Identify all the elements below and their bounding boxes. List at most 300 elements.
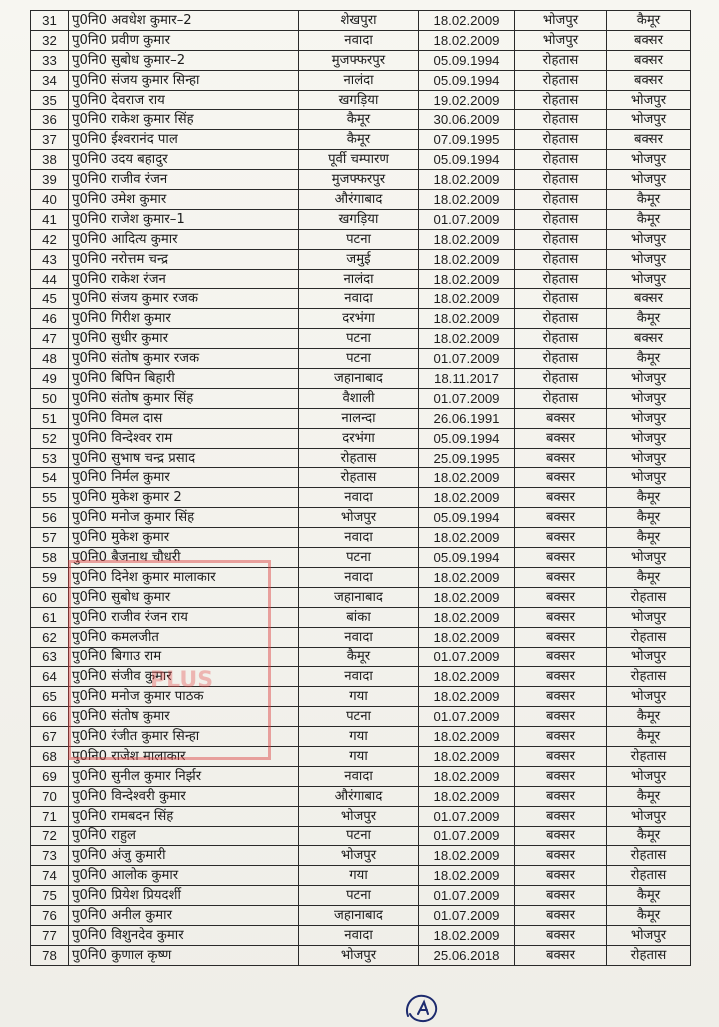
officer-name-cell: पु0नि0 रामबदन सिंह: [69, 806, 299, 826]
joining-date-cell: 18.02.2009: [419, 289, 515, 309]
home-district-cell: नवादा: [299, 30, 419, 50]
new-posting-cell: कैमूर: [607, 786, 691, 806]
current-district-cell: बक्सर: [515, 607, 607, 627]
home-district-cell: जमुई: [299, 249, 419, 269]
home-district-cell: कैमूर: [299, 647, 419, 667]
current-district-cell: बक्सर: [515, 945, 607, 965]
new-posting-cell: भोजपुर: [607, 448, 691, 468]
table-row: [31, 667, 691, 687]
current-district-cell: भोजपुर: [515, 11, 607, 31]
joining-date-cell: 25.06.2018: [419, 945, 515, 965]
officer-name-cell: पु0नि0 सुबोध कुमार–2: [69, 50, 299, 70]
table-row: [31, 587, 691, 607]
current-district-cell: रोहतास: [515, 50, 607, 70]
table-row: [31, 329, 691, 349]
current-district-cell: बक्सर: [515, 428, 607, 448]
signature-mark: [400, 990, 446, 1024]
officer-name-cell: पु0नि0 राजेश कुमार–1: [69, 209, 299, 229]
current-district-cell: भोजपुर: [515, 30, 607, 50]
current-district-cell: रोहतास: [515, 229, 607, 249]
current-district-cell: रोहतास: [515, 249, 607, 269]
table-row: [31, 229, 691, 249]
joining-date-cell: 18.02.2009: [419, 329, 515, 349]
joining-date-cell: 05.09.1994: [419, 428, 515, 448]
table-row: [31, 627, 691, 647]
home-district-cell: दरभंगा: [299, 428, 419, 448]
officer-name-cell: पु0नि0 सुभाष चन्द्र प्रसाद: [69, 448, 299, 468]
joining-date-cell: 18.02.2009: [419, 269, 515, 289]
officer-name-cell: पु0नि0 संजय कुमार सिन्हा: [69, 70, 299, 90]
officer-name-cell: पु0नि0 विन्देश्वरी कुमार: [69, 786, 299, 806]
table-row: [31, 548, 691, 568]
table-row: [31, 508, 691, 528]
new-posting-cell: भोजपुर: [607, 408, 691, 428]
serial-number-cell: 38: [31, 150, 69, 170]
home-district-cell: नालंदा: [299, 269, 419, 289]
officer-name-cell: पु0नि0 निर्मल कुमार: [69, 468, 299, 488]
officer-name-cell: पु0नि0 रंजीत कुमार सिन्हा: [69, 727, 299, 747]
watermark-text: PLUS: [150, 668, 214, 693]
new-posting-cell: बक्सर: [607, 329, 691, 349]
joining-date-cell: 26.06.1991: [419, 408, 515, 428]
current-district-cell: रोहतास: [515, 130, 607, 150]
current-district-cell: बक्सर: [515, 866, 607, 886]
officer-name-cell: पु0नि0 कुणाल कृष्ण: [69, 945, 299, 965]
officer-name-cell: पु0नि0 अवधेश कुमार–2: [69, 11, 299, 31]
home-district-cell: गया: [299, 866, 419, 886]
home-district-cell: पटना: [299, 329, 419, 349]
table-row: [31, 906, 691, 926]
serial-number-cell: 47: [31, 329, 69, 349]
serial-number-cell: 35: [31, 90, 69, 110]
serial-number-cell: 61: [31, 607, 69, 627]
home-district-cell: जहानाबाद: [299, 906, 419, 926]
joining-date-cell: 01.07.2009: [419, 349, 515, 369]
home-district-cell: पटना: [299, 229, 419, 249]
current-district-cell: बक्सर: [515, 746, 607, 766]
home-district-cell: दरभंगा: [299, 309, 419, 329]
table-row: [31, 428, 691, 448]
officer-name-cell: पु0नि0 प्रवीण कुमार: [69, 30, 299, 50]
new-posting-cell: भोजपुर: [607, 369, 691, 389]
home-district-cell: औरंगाबाद: [299, 786, 419, 806]
home-district-cell: नालंदा: [299, 70, 419, 90]
current-district-cell: रोहतास: [515, 309, 607, 329]
table-row: [31, 727, 691, 747]
home-district-cell: नवादा: [299, 627, 419, 647]
home-district-cell: औरंगाबाद: [299, 190, 419, 210]
joining-date-cell: 01.07.2009: [419, 707, 515, 727]
joining-date-cell: 05.09.1994: [419, 70, 515, 90]
joining-date-cell: 25.09.1995: [419, 448, 515, 468]
joining-date-cell: 18.02.2009: [419, 528, 515, 548]
new-posting-cell: कैमूर: [607, 190, 691, 210]
new-posting-cell: भोजपुर: [607, 925, 691, 945]
table-row: [31, 190, 691, 210]
table-row: [31, 269, 691, 289]
home-district-cell: रोहतास: [299, 448, 419, 468]
table-row: [31, 945, 691, 965]
new-posting-cell: कैमूर: [607, 488, 691, 508]
new-posting-cell: भोजपुर: [607, 468, 691, 488]
new-posting-cell: रोहतास: [607, 866, 691, 886]
serial-number-cell: 46: [31, 309, 69, 329]
table-row: [31, 110, 691, 130]
joining-date-cell: 01.07.2009: [419, 886, 515, 906]
table-row: [31, 886, 691, 906]
officer-name-cell: पु0नि0 संजय कुमार रजक: [69, 289, 299, 309]
officer-name-cell: पु0नि0 सुधीर कुमार: [69, 329, 299, 349]
table-row: [31, 309, 691, 329]
new-posting-cell: कैमूर: [607, 11, 691, 31]
serial-number-cell: 62: [31, 627, 69, 647]
officer-name-cell: पु0नि0 बिपिन बिहारी: [69, 369, 299, 389]
new-posting-cell: कैमूर: [607, 826, 691, 846]
current-district-cell: रोहतास: [515, 289, 607, 309]
serial-number-cell: 54: [31, 468, 69, 488]
new-posting-cell: भोजपुर: [607, 607, 691, 627]
home-district-cell: भोजपुर: [299, 806, 419, 826]
home-district-cell: गया: [299, 727, 419, 747]
current-district-cell: बक्सर: [515, 528, 607, 548]
new-posting-cell: बक्सर: [607, 130, 691, 150]
current-district-cell: बक्सर: [515, 448, 607, 468]
new-posting-cell: भोजपुर: [607, 766, 691, 786]
home-district-cell: पटना: [299, 548, 419, 568]
new-posting-cell: कैमूर: [607, 707, 691, 727]
officer-name-cell: पु0नि0 राजीव रंजन: [69, 170, 299, 190]
serial-number-cell: 77: [31, 925, 69, 945]
home-district-cell: कैमूर: [299, 130, 419, 150]
serial-number-cell: 48: [31, 349, 69, 369]
joining-date-cell: 01.07.2009: [419, 388, 515, 408]
serial-number-cell: 50: [31, 388, 69, 408]
officer-name-cell: पु0नि0 राकेश कुमार सिंह: [69, 110, 299, 130]
serial-number-cell: 68: [31, 746, 69, 766]
table-row: [31, 607, 691, 627]
joining-date-cell: 18.02.2009: [419, 846, 515, 866]
new-posting-cell: भोजपुर: [607, 269, 691, 289]
new-posting-cell: कैमूर: [607, 886, 691, 906]
table-row: [31, 687, 691, 707]
table-row: [31, 746, 691, 766]
officer-name-cell: पु0नि0 संजीव कुमार: [69, 667, 299, 687]
current-district-cell: बक्सर: [515, 408, 607, 428]
officer-name-cell: पु0नि0 राजेश मालाकार: [69, 746, 299, 766]
current-district-cell: बक्सर: [515, 468, 607, 488]
home-district-cell: नवादा: [299, 289, 419, 309]
new-posting-cell: भोजपुर: [607, 806, 691, 826]
officer-name-cell: पु0नि0 मनोज कुमार सिंह: [69, 508, 299, 528]
joining-date-cell: 18.02.2009: [419, 587, 515, 607]
serial-number-cell: 36: [31, 110, 69, 130]
officer-name-cell: पु0नि0 विमल दास: [69, 408, 299, 428]
table-row: [31, 528, 691, 548]
current-district-cell: बक्सर: [515, 727, 607, 747]
table-row: [31, 130, 691, 150]
home-district-cell: पटना: [299, 886, 419, 906]
home-district-cell: पटना: [299, 707, 419, 727]
roster-body: [31, 11, 691, 966]
officer-name-cell: पु0नि0 प्रियेश प्रियदर्शी: [69, 886, 299, 906]
serial-number-cell: 69: [31, 766, 69, 786]
home-district-cell: जहानाबाद: [299, 587, 419, 607]
table-row: [31, 826, 691, 846]
officer-name-cell: पु0नि0 नरोत्तम चन्द्र: [69, 249, 299, 269]
new-posting-cell: रोहतास: [607, 746, 691, 766]
joining-date-cell: 18.02.2009: [419, 30, 515, 50]
home-district-cell: भोजपुर: [299, 846, 419, 866]
current-district-cell: बक्सर: [515, 906, 607, 926]
current-district-cell: बक्सर: [515, 587, 607, 607]
serial-number-cell: 72: [31, 826, 69, 846]
joining-date-cell: 18.02.2009: [419, 468, 515, 488]
table-row: [31, 647, 691, 667]
home-district-cell: मुजफ्फरपुर: [299, 50, 419, 70]
new-posting-cell: भोजपुर: [607, 90, 691, 110]
serial-number-cell: 52: [31, 428, 69, 448]
joining-date-cell: 18.02.2009: [419, 249, 515, 269]
officer-name-cell: पु0नि0 बिगाउ राम: [69, 647, 299, 667]
current-district-cell: बक्सर: [515, 548, 607, 568]
table-row: [31, 468, 691, 488]
joining-date-cell: 18.02.2009: [419, 229, 515, 249]
joining-date-cell: 18.11.2017: [419, 369, 515, 389]
officer-name-cell: पु0नि0 कमलजीत: [69, 627, 299, 647]
serial-number-cell: 33: [31, 50, 69, 70]
serial-number-cell: 40: [31, 190, 69, 210]
home-district-cell: खगड़िया: [299, 90, 419, 110]
home-district-cell: नवादा: [299, 488, 419, 508]
home-district-cell: नवादा: [299, 528, 419, 548]
table-row: [31, 90, 691, 110]
serial-number-cell: 55: [31, 488, 69, 508]
officer-name-cell: पु0नि0 आलोक कुमार: [69, 866, 299, 886]
table-row: [31, 369, 691, 389]
new-posting-cell: कैमूर: [607, 906, 691, 926]
home-district-cell: खगड़िया: [299, 209, 419, 229]
joining-date-cell: 19.02.2009: [419, 90, 515, 110]
table-row: [31, 408, 691, 428]
home-district-cell: नालन्दा: [299, 408, 419, 428]
officer-name-cell: पु0नि0 देवराज राय: [69, 90, 299, 110]
officer-name-cell: पु0नि0 उदय बहादुर: [69, 150, 299, 170]
officer-name-cell: पु0नि0 राजीव रंजन राय: [69, 607, 299, 627]
table-row: [31, 388, 691, 408]
joining-date-cell: 07.09.1995: [419, 130, 515, 150]
officer-name-cell: पु0नि0 बैजनाथ चौधरी: [69, 548, 299, 568]
joining-date-cell: 18.02.2009: [419, 925, 515, 945]
serial-number-cell: 78: [31, 945, 69, 965]
current-district-cell: बक्सर: [515, 667, 607, 687]
current-district-cell: बक्सर: [515, 806, 607, 826]
serial-number-cell: 70: [31, 786, 69, 806]
joining-date-cell: 18.02.2009: [419, 667, 515, 687]
joining-date-cell: 01.07.2009: [419, 647, 515, 667]
table-row: [31, 209, 691, 229]
current-district-cell: रोहतास: [515, 209, 607, 229]
officer-name-cell: पु0नि0 संतोष कुमार रजक: [69, 349, 299, 369]
home-district-cell: शेखपुरा: [299, 11, 419, 31]
officer-name-cell: पु0नि0 गिरीश कुमार: [69, 309, 299, 329]
new-posting-cell: भोजपुर: [607, 170, 691, 190]
joining-date-cell: 18.02.2009: [419, 488, 515, 508]
new-posting-cell: कैमूर: [607, 349, 691, 369]
officer-name-cell: पु0नि0 अंजु कुमारी: [69, 846, 299, 866]
joining-date-cell: 05.09.1994: [419, 508, 515, 528]
serial-number-cell: 34: [31, 70, 69, 90]
serial-number-cell: 44: [31, 269, 69, 289]
table-row: [31, 150, 691, 170]
current-district-cell: बक्सर: [515, 687, 607, 707]
home-district-cell: वैशाली: [299, 388, 419, 408]
home-district-cell: गया: [299, 746, 419, 766]
table-row: [31, 488, 691, 508]
new-posting-cell: कैमूर: [607, 209, 691, 229]
current-district-cell: रोहतास: [515, 388, 607, 408]
new-posting-cell: रोहतास: [607, 627, 691, 647]
serial-number-cell: 63: [31, 647, 69, 667]
officer-name-cell: पु0नि0 दिनेश कुमार मालाकार: [69, 567, 299, 587]
new-posting-cell: रोहतास: [607, 667, 691, 687]
serial-number-cell: 60: [31, 587, 69, 607]
serial-number-cell: 59: [31, 567, 69, 587]
serial-number-cell: 41: [31, 209, 69, 229]
new-posting-cell: भोजपुर: [607, 548, 691, 568]
current-district-cell: रोहतास: [515, 70, 607, 90]
officer-name-cell: पु0नि0 आदित्य कुमार: [69, 229, 299, 249]
current-district-cell: बक्सर: [515, 647, 607, 667]
new-posting-cell: कैमूर: [607, 309, 691, 329]
current-district-cell: रोहतास: [515, 170, 607, 190]
officer-name-cell: पु0नि0 मनोज कुमार पाठक: [69, 687, 299, 707]
current-district-cell: बक्सर: [515, 627, 607, 647]
new-posting-cell: कैमूर: [607, 528, 691, 548]
table-row: [31, 30, 691, 50]
new-posting-cell: भोजपुर: [607, 388, 691, 408]
serial-number-cell: 74: [31, 866, 69, 886]
joining-date-cell: 30.06.2009: [419, 110, 515, 130]
table-row: [31, 349, 691, 369]
officer-name-cell: पु0नि0 विन्देश्वर राम: [69, 428, 299, 448]
current-district-cell: रोहतास: [515, 349, 607, 369]
serial-number-cell: 32: [31, 30, 69, 50]
home-district-cell: पटना: [299, 826, 419, 846]
current-district-cell: रोहतास: [515, 90, 607, 110]
serial-number-cell: 42: [31, 229, 69, 249]
serial-number-cell: 64: [31, 667, 69, 687]
new-posting-cell: भोजपुर: [607, 110, 691, 130]
serial-number-cell: 66: [31, 707, 69, 727]
joining-date-cell: 05.09.1994: [419, 548, 515, 568]
current-district-cell: रोहतास: [515, 150, 607, 170]
current-district-cell: बक्सर: [515, 707, 607, 727]
table-row: [31, 289, 691, 309]
current-district-cell: रोहतास: [515, 329, 607, 349]
joining-date-cell: 18.02.2009: [419, 11, 515, 31]
serial-number-cell: 58: [31, 548, 69, 568]
table-row: [31, 249, 691, 269]
table-row: [31, 11, 691, 31]
current-district-cell: बक्सर: [515, 886, 607, 906]
current-district-cell: बक्सर: [515, 846, 607, 866]
current-district-cell: बक्सर: [515, 786, 607, 806]
table-row: [31, 866, 691, 886]
new-posting-cell: भोजपुर: [607, 229, 691, 249]
new-posting-cell: भोजपुर: [607, 150, 691, 170]
officer-name-cell: पु0नि0 मुकेश कुमार 2: [69, 488, 299, 508]
current-district-cell: बक्सर: [515, 508, 607, 528]
joining-date-cell: 18.02.2009: [419, 607, 515, 627]
joining-date-cell: 18.02.2009: [419, 786, 515, 806]
officer-name-cell: पु0नि0 सुबोध कुमार: [69, 587, 299, 607]
serial-number-cell: 65: [31, 687, 69, 707]
home-district-cell: रोहतास: [299, 468, 419, 488]
joining-date-cell: 01.07.2009: [419, 806, 515, 826]
table-row: [31, 846, 691, 866]
new-posting-cell: बक्सर: [607, 30, 691, 50]
joining-date-cell: 18.02.2009: [419, 687, 515, 707]
officer-name-cell: पु0नि0 राहुल: [69, 826, 299, 846]
serial-number-cell: 43: [31, 249, 69, 269]
home-district-cell: पूर्वी चम्पारण: [299, 150, 419, 170]
home-district-cell: नवादा: [299, 925, 419, 945]
home-district-cell: भोजपुर: [299, 508, 419, 528]
new-posting-cell: बक्सर: [607, 50, 691, 70]
joining-date-cell: 18.02.2009: [419, 866, 515, 886]
current-district-cell: बक्सर: [515, 488, 607, 508]
table-row: [31, 707, 691, 727]
home-district-cell: बांका: [299, 607, 419, 627]
officer-name-cell: पु0नि0 संतोष कुमार: [69, 707, 299, 727]
table-row: [31, 50, 691, 70]
serial-number-cell: 51: [31, 408, 69, 428]
home-district-cell: गया: [299, 687, 419, 707]
serial-number-cell: 56: [31, 508, 69, 528]
table-row: [31, 448, 691, 468]
current-district-cell: रोहतास: [515, 110, 607, 130]
serial-number-cell: 75: [31, 886, 69, 906]
serial-number-cell: 53: [31, 448, 69, 468]
home-district-cell: मुजफ्फरपुर: [299, 170, 419, 190]
serial-number-cell: 67: [31, 727, 69, 747]
new-posting-cell: रोहतास: [607, 945, 691, 965]
current-district-cell: बक्सर: [515, 567, 607, 587]
joining-date-cell: 05.09.1994: [419, 50, 515, 70]
serial-number-cell: 73: [31, 846, 69, 866]
serial-number-cell: 71: [31, 806, 69, 826]
joining-date-cell: 18.02.2009: [419, 309, 515, 329]
serial-number-cell: 76: [31, 906, 69, 926]
home-district-cell: जहानाबाद: [299, 369, 419, 389]
serial-number-cell: 39: [31, 170, 69, 190]
joining-date-cell: 18.02.2009: [419, 627, 515, 647]
home-district-cell: कैमूर: [299, 110, 419, 130]
new-posting-cell: रोहतास: [607, 587, 691, 607]
new-posting-cell: कैमूर: [607, 727, 691, 747]
officer-name-cell: पु0नि0 राकेश रंजन: [69, 269, 299, 289]
current-district-cell: बक्सर: [515, 766, 607, 786]
serial-number-cell: 31: [31, 11, 69, 31]
serial-number-cell: 57: [31, 528, 69, 548]
joining-date-cell: 18.02.2009: [419, 190, 515, 210]
new-posting-cell: भोजपुर: [607, 687, 691, 707]
officer-name-cell: पु0नि0 विशुनदेव कुमार: [69, 925, 299, 945]
joining-date-cell: 18.02.2009: [419, 727, 515, 747]
table-row: [31, 806, 691, 826]
new-posting-cell: बक्सर: [607, 70, 691, 90]
home-district-cell: भोजपुर: [299, 945, 419, 965]
